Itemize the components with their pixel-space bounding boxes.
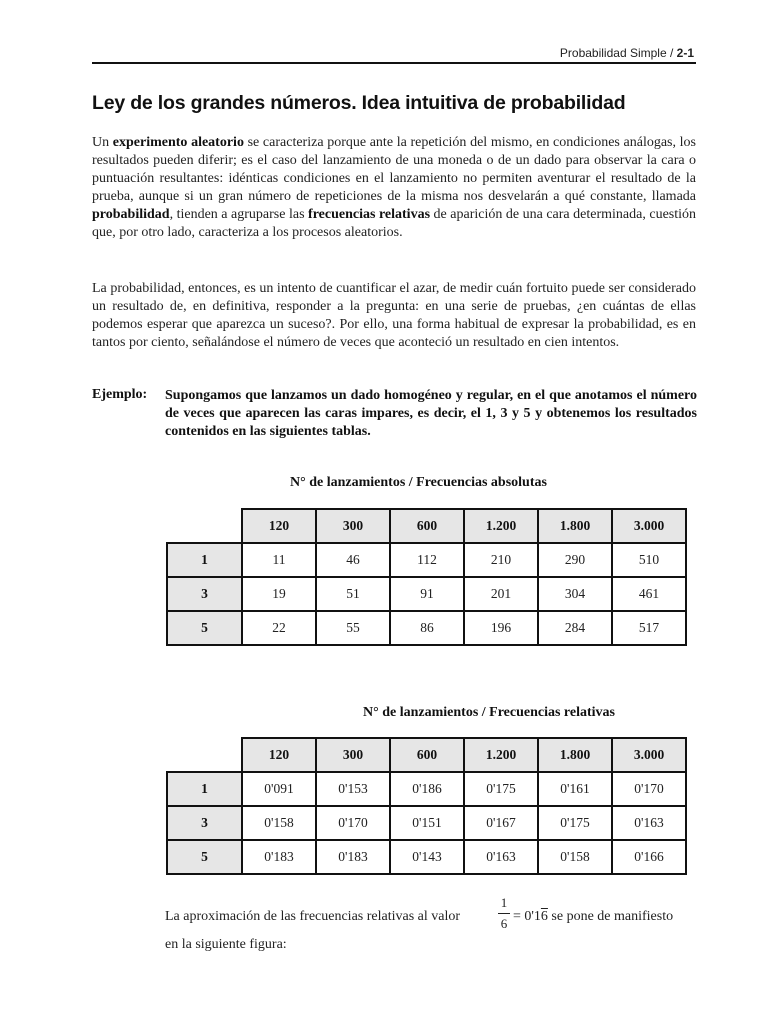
table-cell: 517 <box>612 611 686 645</box>
column-header: 3.000 <box>612 738 686 772</box>
table-cell: 0'170 <box>316 806 390 840</box>
table-cell: 0'175 <box>538 806 612 840</box>
page-title: Ley de los grandes números. Idea intuitiva de probabilidad <box>92 92 626 114</box>
table-cell: 51 <box>316 577 390 611</box>
table-cell: 0'163 <box>464 840 538 874</box>
table-row <box>167 611 686 645</box>
table-corner <box>167 738 242 772</box>
table-cell: 0'170 <box>612 772 686 806</box>
column-header: 120 <box>242 509 316 543</box>
table-cell: 0'163 <box>612 806 686 840</box>
table-row <box>167 806 686 840</box>
table-cell: 290 <box>538 543 612 577</box>
column-header: 3.000 <box>612 509 686 543</box>
table-cell: 11 <box>242 543 316 577</box>
table-header-row <box>167 738 686 772</box>
table-cell: 304 <box>538 577 612 611</box>
table-cell: 0'167 <box>464 806 538 840</box>
table-cell: 91 <box>390 577 464 611</box>
column-header: 300 <box>316 509 390 543</box>
table-cell: 112 <box>390 543 464 577</box>
table-cell: 0'091 <box>242 772 316 806</box>
intro-paragraph <box>92 134 696 242</box>
repeating-digit: 6 <box>540 909 548 924</box>
header-section: Probabilidad Simple / <box>559 46 674 60</box>
absolute-frequency-table <box>166 508 687 646</box>
row-header: 1 <box>167 772 242 806</box>
table-cell: 22 <box>242 611 316 645</box>
equals-value: = 0'1 <box>513 909 541 924</box>
table-cell: 0'161 <box>538 772 612 806</box>
row-header: 1 <box>167 543 242 577</box>
absolute-table-title: N° de lanzamientos / Frecuencias absolutas <box>290 475 547 490</box>
fraction-numerator: 1 <box>500 895 508 910</box>
table-cell: 0'175 <box>464 772 538 806</box>
relative-frequency-table <box>166 737 687 875</box>
p1-bold-1: experimento aleatorio <box>112 135 244 150</box>
closing-line-2: en la siguiente figura: <box>165 937 287 952</box>
column-header: 1.200 <box>464 738 538 772</box>
fraction-one-sixth <box>498 895 510 932</box>
column-header: 1.800 <box>538 738 612 772</box>
column-header: 600 <box>390 509 464 543</box>
p1-bold-3: frecuencias relativas <box>308 207 431 222</box>
table-row <box>167 840 686 874</box>
column-header: 1.800 <box>538 509 612 543</box>
table-cell: 284 <box>538 611 612 645</box>
table-cell: 0'153 <box>316 772 390 806</box>
p1-text-3: , tienden a agruparse las <box>169 207 309 222</box>
fraction-denominator: 6 <box>500 916 508 931</box>
column-header: 600 <box>390 738 464 772</box>
second-paragraph: La probabilidad, entonces, es un intento de cuantificar el azar, de medir cuán fortuito puede ser considerado un resultado de, en definitiva, responder a la pregunta: en una serie de pruebas, ¿en cuántas de ellas podemos esperar que aparezca un suceso?. Por ello, una forma habitual de expresar la probabilidad, es en tantos por ciento, señalándose el número de veces que aconteció un resultado en cien intentos. <box>92 281 696 350</box>
table-cell: 0'143 <box>390 840 464 874</box>
p1-text-1: Un <box>92 135 113 150</box>
table-cell: 0'158 <box>242 806 316 840</box>
fraction-bar <box>498 913 510 914</box>
closing-lead: La aproximación de las frecuencias relativas al valor <box>165 909 461 924</box>
table-cell: 19 <box>242 577 316 611</box>
relative-table-title: N° de lanzamientos / Frecuencias relativas <box>363 705 615 720</box>
table-header-row <box>167 509 686 543</box>
table-cell: 210 <box>464 543 538 577</box>
row-header: 5 <box>167 611 242 645</box>
table-cell: 0'166 <box>612 840 686 874</box>
table-cell: 461 <box>612 577 686 611</box>
table-cell: 196 <box>464 611 538 645</box>
table-row <box>167 772 686 806</box>
running-header <box>560 46 694 60</box>
row-header: 5 <box>167 840 242 874</box>
example-text: Supongamos que lanzamos un dado homogéneo y regular, en el que anotamos el número de veces que aparecen las caras impares, es decir, el 1, 3 y 5 y obtenemos los resultados contenidos en las siguientes tablas. <box>165 388 697 439</box>
header-page-number: 2-1 <box>676 46 694 60</box>
p1-bold-2: probabilidad <box>92 207 170 222</box>
example-label: Ejemplo: <box>92 387 148 402</box>
header-divider <box>92 62 696 64</box>
table-cell: 0'186 <box>390 772 464 806</box>
column-header: 120 <box>242 738 316 772</box>
approximation-value <box>513 909 673 925</box>
table-cell: 0'183 <box>242 840 316 874</box>
table-cell: 46 <box>316 543 390 577</box>
table-corner <box>167 509 242 543</box>
column-header: 300 <box>316 738 390 772</box>
table-cell: 201 <box>464 577 538 611</box>
closing-tail: se pone de manifiesto <box>547 909 674 924</box>
table-cell: 0'183 <box>316 840 390 874</box>
table-cell: 510 <box>612 543 686 577</box>
p1-text-4: de aparición de una cara determinada, cuestión que, por otro lado, caracteriza a los procesos aleatorios. <box>92 207 697 240</box>
p1-text-2: se caracteriza porque ante la repetición del mismo, en condiciones análogas, los resultados pueden diferir; es el caso del lanzamiento de una moneda o de un dado para observar la cara o puntuación resultantes: idénticas condiciones en el lanzamiento no permiten aventurar el resultado de la prueba, aunque si un gran número de repeticiones de la misma nos desvelarán a qué constante, llamada <box>92 135 696 204</box>
row-header: 3 <box>167 806 242 840</box>
table-cell: 86 <box>390 611 464 645</box>
table-cell: 0'158 <box>538 840 612 874</box>
table-cell: 0'151 <box>390 806 464 840</box>
table-row <box>167 577 686 611</box>
column-header: 1.200 <box>464 509 538 543</box>
table-row <box>167 543 686 577</box>
row-header: 3 <box>167 577 242 611</box>
table-cell: 55 <box>316 611 390 645</box>
